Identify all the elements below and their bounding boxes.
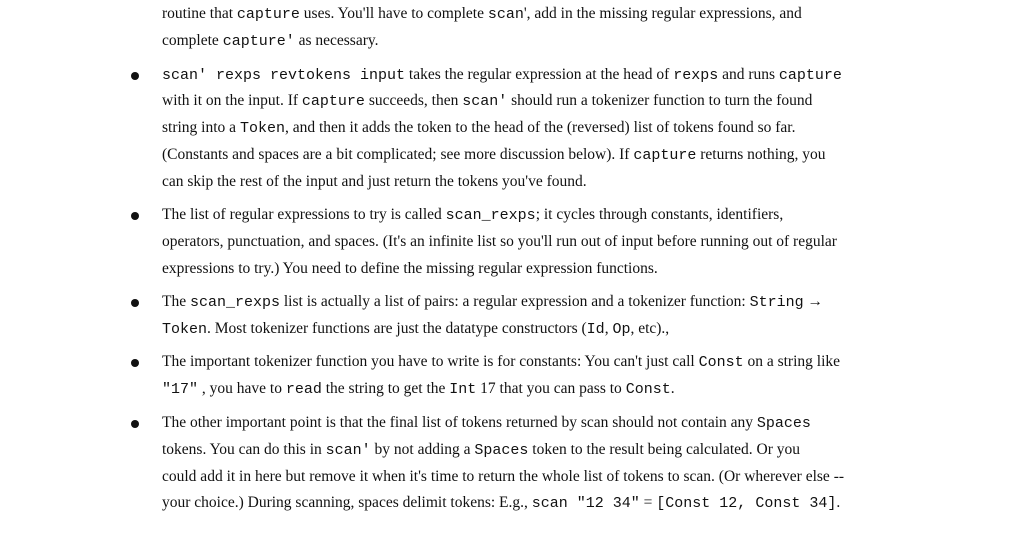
bullet-5-line: The other important point is that the final list of tokens returned by scan should not contain any Spaces bbox=[162, 414, 811, 432]
code-span: scan_rexps bbox=[445, 207, 536, 224]
bullet-1-line: can skip the rest of the input and just return the tokens you've found. bbox=[162, 173, 587, 190]
bullet-marker bbox=[131, 359, 139, 367]
bullet-5-line: tokens. You can do this in scan' by not adding a Spaces token to the result being calculated. Or you bbox=[162, 441, 801, 459]
code-span: capture bbox=[633, 147, 697, 164]
code-span: Spaces bbox=[474, 442, 529, 459]
code-span: scan "12 34" bbox=[531, 495, 640, 512]
code-span: capture bbox=[301, 93, 365, 110]
code-span: capture bbox=[236, 6, 300, 23]
code-span: capture bbox=[778, 67, 842, 84]
bullet-marker bbox=[131, 72, 139, 80]
code-span: Spaces bbox=[756, 415, 811, 432]
code-span: Token bbox=[239, 120, 285, 137]
bullet-5-line: your choice.) During scanning, spaces delimit tokens: E.g., scan "12 34" = [Const 12, Const 34]. bbox=[162, 494, 841, 512]
code-span: capture' bbox=[222, 33, 295, 50]
bullet-marker bbox=[131, 212, 139, 220]
code-span: Id bbox=[586, 321, 605, 338]
code-span: Const bbox=[698, 354, 744, 371]
code-span: [Const 12, Const 34] bbox=[656, 495, 837, 512]
bullet-1-line: (Constants and spaces are a bit complicated; see more discussion below). If capture returns nothing, you bbox=[162, 146, 826, 164]
bullet-2-line: expressions to try.) You need to define the missing regular expression functions. bbox=[162, 260, 658, 277]
bullet-4-line: "17" , you have to read the string to get the Int 17 that you can pass to Const. bbox=[162, 380, 675, 398]
bullet-3-line: The scan_rexps list is actually a list of pairs: a regular expression and a tokenizer function: String → bbox=[162, 293, 823, 311]
code-span: String bbox=[749, 294, 804, 311]
code-span: scan bbox=[487, 6, 524, 23]
bullet-1-line: string into a Token, and then it adds the token to the head of the (reversed) list of tokens found so far. bbox=[162, 119, 796, 137]
code-span: Op bbox=[612, 321, 631, 338]
code-span: Int bbox=[449, 381, 477, 398]
code-span: "17" bbox=[162, 381, 199, 398]
code-span: rexps bbox=[673, 67, 719, 84]
code-span: scan' rexps revtokens input bbox=[162, 67, 406, 84]
intro-line: complete capture' as necessary. bbox=[162, 32, 379, 50]
bullet-5-line: could add it in here but remove it when it's time to return the whole list of tokens to scan. (Or wherever else -- bbox=[162, 468, 845, 485]
bullet-2-line: The list of regular expressions to try is called scan_rexps; it cycles through constants, identifiers, bbox=[162, 206, 784, 224]
code-span: scan' bbox=[462, 93, 508, 110]
code-span: Token bbox=[162, 321, 208, 338]
intro-line: routine that capture uses. You'll have to complete scan', add in the missing regular expressions, and bbox=[162, 5, 802, 23]
bullet-3-line: Token. Most tokenizer functions are just the datatype constructors (Id, Op, etc)., bbox=[162, 320, 670, 338]
bullet-2-line: operators, punctuation, and spaces. (It's an infinite list so you'll run out of input before running out of regular bbox=[162, 233, 837, 250]
bullet-1-line: scan' rexps revtokens input takes the regular expression at the head of rexps and runs capture bbox=[162, 66, 842, 84]
bullet-4-line: The important tokenizer function you have to write is for constants: You can't just call Const on a string like bbox=[162, 353, 841, 371]
code-span: Const bbox=[625, 381, 671, 398]
code-span: read bbox=[285, 381, 322, 398]
code-span: scan_rexps bbox=[189, 294, 280, 311]
bullet-marker bbox=[131, 420, 139, 428]
code-span: scan' bbox=[325, 442, 371, 459]
bullet-1-line: with it on the input. If capture succeeds, then scan' should run a tokenizer function to turn the found bbox=[162, 92, 813, 110]
bullet-marker bbox=[131, 299, 139, 307]
